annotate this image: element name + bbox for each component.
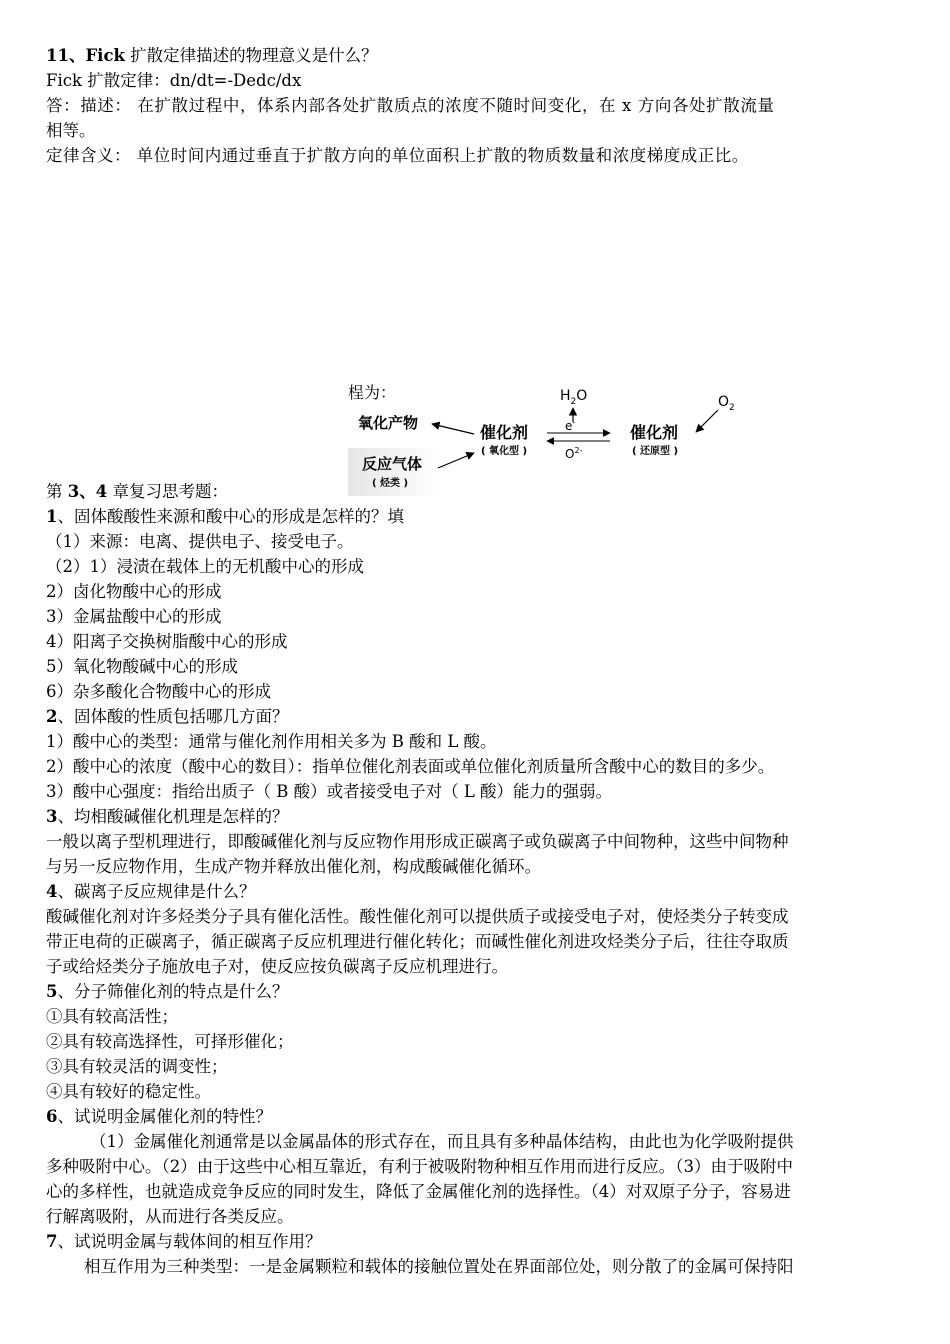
question-2-heading: 2、固体酸的性质包括哪几方面？ <box>46 707 289 726</box>
paragraph-line: 一般以离子型机理进行，即酸碱催化剂与反应物作用形成正碳离子或负碳离子中间物种，这些中间物种 <box>46 832 789 851</box>
list-item: 2）酸中心的浓度（酸中心的数目）：指单位催化剂表面或单位催化剂质量所含酸中心的数目的多少。 <box>46 757 775 776</box>
list-item: 6）杂多酸化合物酸中心的形成 <box>46 682 271 701</box>
question-4-heading: 4、碳离子反应规律是什么？ <box>46 882 256 901</box>
paragraph-line: 相互作用为三种类型：一是金属颗粒和载体的接触位置处在界面部位处，则分散了的金属可保持阳 <box>84 1257 794 1276</box>
paragraph-line: 与另一反应物作用，生成产物并释放出催化剂，构成酸碱催化循环。 <box>46 857 541 876</box>
list-item: 3）酸中心强度：指给出质子（ B 酸）或者接受电子对（ L 酸）能力的强弱。 <box>46 782 613 801</box>
reactant-arrow <box>438 453 474 468</box>
paragraph-line: 心的多样性，也就造成竞争反应的同时发生，降低了金属催化剂的选择性。（4）对双原子分子，容易进 <box>46 1182 791 1201</box>
question-7-heading: 7、试说明金属与载体间的相互作用？ <box>46 1232 322 1251</box>
water-label: $H_2O$ <box>560 388 588 407</box>
list-item: 1）酸中心的类型：通常与催化剂作用相关多为 B 酸和 L 酸。 <box>46 732 497 751</box>
catalyst-oxidized-label: 催化剂 <box>480 423 529 442</box>
catalyst-oxidized-sub-label: ( 氧化型 ) <box>481 446 528 457</box>
list-item: ③具有较灵活的调变性； <box>46 1057 228 1076</box>
question-1-heading: 1、固体酸酸性来源和酸中心的形成是怎样的？填 <box>46 507 404 526</box>
question-3-heading: 3、均相酸碱催化机理是怎样的？ <box>46 807 289 826</box>
law-meaning: 定律含义： 单位时间内通过垂直于扩散方向的单位面积上扩散的物质数量和浓度梯度成正比。 <box>46 146 749 165</box>
reaction-gas-sub-label: ( 烃类 ) <box>372 478 409 489</box>
paragraph-line: （1）金属催化剂通常是以金属晶体的形式存在，而且具有多种晶体结构，由此也为化学吸附提供 <box>90 1132 794 1151</box>
list-item: ②具有较高选择性，可择形催化； <box>46 1032 294 1051</box>
question-5-heading: 5、分子筛催化剂的特点是什么？ <box>46 982 289 1001</box>
catalyst-reduced-sub-label: ( 还原型 ) <box>632 446 679 457</box>
list-item: （2）1）浸渍在载体上的无机酸中心的形成 <box>46 557 364 576</box>
oxidation-product-label: 氧化产物 <box>358 414 419 432</box>
oxygen-label: $O_2$ <box>718 394 735 413</box>
list-item: 4）阳离子交换树脂酸中心的形成 <box>46 632 288 651</box>
paragraph-line: 行解离吸附，从而进行各类反应。 <box>46 1207 294 1226</box>
diagram-heading: 桯为： <box>348 383 397 402</box>
list-item: 2）卤化物酸中心的形成 <box>46 582 222 601</box>
paragraph-line: 酸碱催化剂对许多烃类分子具有催化活性。酸性催化剂可以提供质子或接受电子对，使烃类分子转变成 <box>46 907 789 926</box>
answer-line-1: 答：描述： 在扩散过程中，体系内部各处扩散质点的浓度不随时间变化，在 x 方向各处扩散流量 <box>46 96 775 115</box>
list-item: ④具有较好的稳定性。 <box>46 1082 211 1101</box>
oxygen-arrow <box>696 410 718 432</box>
catalyst-reduced-label: 催化剂 <box>630 423 679 442</box>
oxide-ion-label: $O^{2-}$ <box>565 446 583 461</box>
chapter-heading: 第 3、4 章复习思考题： <box>46 482 228 501</box>
reaction-gas-label: 反应气体 <box>362 455 423 473</box>
list-item: 3）金属盐酸中心的形成 <box>46 607 222 626</box>
paragraph-line: 子或给烃类分子施放电子对，使反应按负碳离子反应机理进行。 <box>46 957 508 976</box>
paragraph-line: 带正电荷的正碳离子，循正碳离子反应机理进行催化转化；而碱性催化剂进攻烃类分子后，往往夺取质 <box>46 932 789 951</box>
list-item: ①具有较高活性； <box>46 1007 178 1026</box>
answer-line-2: 相等。 <box>46 121 96 140</box>
question-6-heading: 6、试说明金属催化剂的特性？ <box>46 1107 272 1126</box>
paragraph-line: 多种吸附中心。（2）由于这些中心相互靠近，有利于被吸附物种相互作用而进行反应。（3）由于吸附中 <box>46 1157 793 1176</box>
list-item: （1）来源：电离、提供电子、接受电子。 <box>46 532 354 551</box>
fick-law-formula: Fick 扩散定律：dn/dt=-Dedc/dx <box>46 71 302 90</box>
question-11-heading: 11、Fick 扩散定律描述的物理意义是什么？ <box>46 46 378 65</box>
product-arrow <box>432 424 474 434</box>
electron-label: e- <box>565 418 576 433</box>
list-item: 5）氧化物酸碱中心的形成 <box>46 657 238 676</box>
